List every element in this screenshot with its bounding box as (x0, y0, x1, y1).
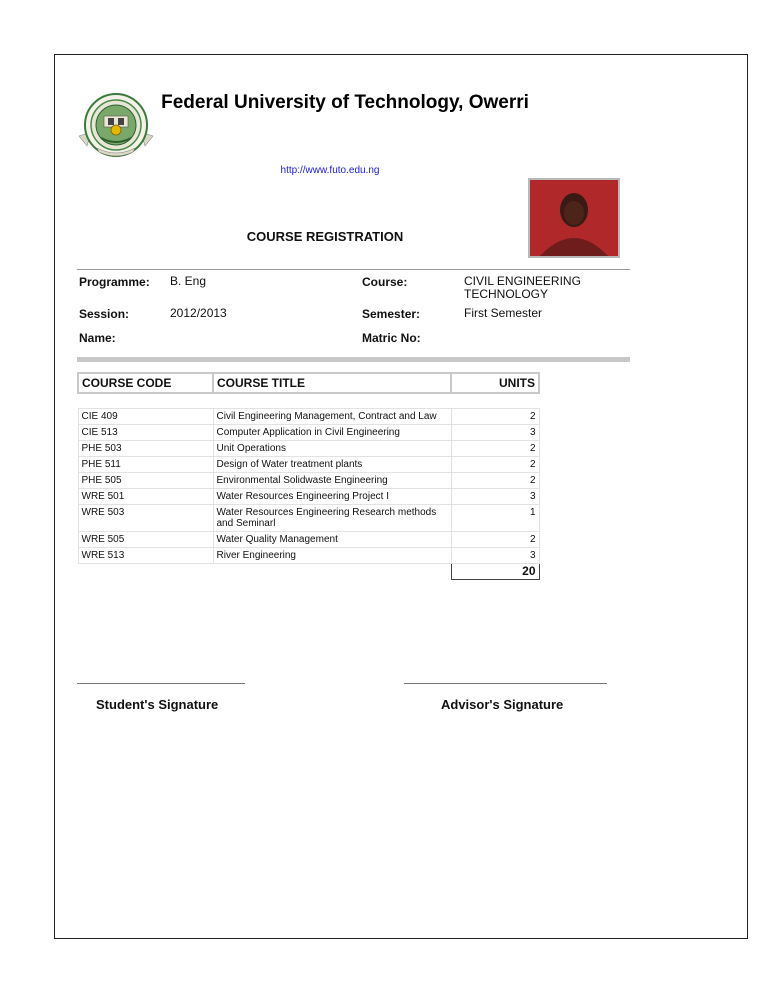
table-row (78, 489, 539, 505)
university-logo-icon (77, 92, 155, 158)
student-photo (528, 178, 620, 258)
course-value: CIVIL ENGINEERING TECHNOLOGY (464, 274, 581, 301)
course-units: 3 (451, 489, 539, 505)
course-title: Computer Application in Civil Engineering (213, 425, 451, 441)
programme-label: Programme: (79, 275, 150, 289)
course-title: Civil Engineering Management, Contract and Law (213, 409, 451, 425)
table-row (78, 532, 539, 548)
table-row (78, 441, 539, 457)
course-title: Water Resources Engineering Research methods and Seminarl (213, 505, 451, 532)
course-code: WRE 513 (78, 548, 213, 564)
course-title: Unit Operations (213, 441, 451, 457)
divider (77, 269, 630, 270)
student-signature-label: Student's Signature (96, 697, 219, 712)
course-table (77, 372, 540, 580)
table-row (78, 505, 539, 532)
session-value: 2012/2013 (170, 306, 227, 320)
course-units: 3 (451, 425, 539, 441)
university-name: Federal University of Technology, Owerri (161, 92, 529, 113)
course-code: CIE 409 (78, 409, 213, 425)
course-units: 2 (451, 409, 539, 425)
course-units: 1 (451, 505, 539, 532)
total-units: 20 (451, 564, 539, 580)
table-row (78, 548, 539, 564)
course-title: Water Resources Engineering Project I (213, 489, 451, 505)
table-row (78, 409, 539, 425)
matric-label: Matric No: (362, 331, 421, 345)
semester-value: First Semester (464, 306, 543, 320)
course-code: CIE 513 (78, 425, 213, 441)
section-divider (77, 357, 630, 362)
course-units: 2 (451, 441, 539, 457)
course-code: PHE 511 (78, 457, 213, 473)
course-code: WRE 505 (78, 532, 213, 548)
header-course-code: COURSE CODE (78, 373, 213, 393)
header-course-title: COURSE TITLE (213, 373, 451, 393)
name-label: Name: (79, 331, 116, 345)
session-label: Session: (79, 307, 130, 321)
student-photo-icon (530, 180, 618, 256)
course-units: 2 (451, 473, 539, 489)
course-code: WRE 501 (78, 489, 213, 505)
document-title: COURSE REGISTRATION (246, 229, 404, 244)
course-code: PHE 503 (78, 441, 213, 457)
course-title: Water Quality Management (213, 532, 451, 548)
table-row (78, 457, 539, 473)
course-units: 2 (451, 532, 539, 548)
course-title: River Engineering (213, 548, 451, 564)
course-units: 2 (451, 457, 539, 473)
advisor-signature-line (404, 683, 607, 684)
table-header-row (78, 373, 539, 393)
course-label: Course: (362, 275, 408, 289)
semester-label: Semester: (362, 307, 421, 321)
table-row (78, 425, 539, 441)
student-signature-line (77, 683, 245, 684)
course-units: 3 (451, 548, 539, 564)
course-title: Design of Water treatment plants (213, 457, 451, 473)
programme-value: B. Eng (170, 274, 207, 288)
advisor-signature-label: Advisor's Signature (441, 697, 564, 712)
course-code: WRE 503 (78, 505, 213, 532)
course-title: Environmental Solidwaste Engineering (213, 473, 451, 489)
header-units: UNITS (451, 373, 539, 393)
course-code: PHE 505 (78, 473, 213, 489)
total-row (78, 564, 539, 580)
website-link[interactable]: http://www.futo.edu.ng (280, 165, 380, 176)
table-row (78, 473, 539, 489)
